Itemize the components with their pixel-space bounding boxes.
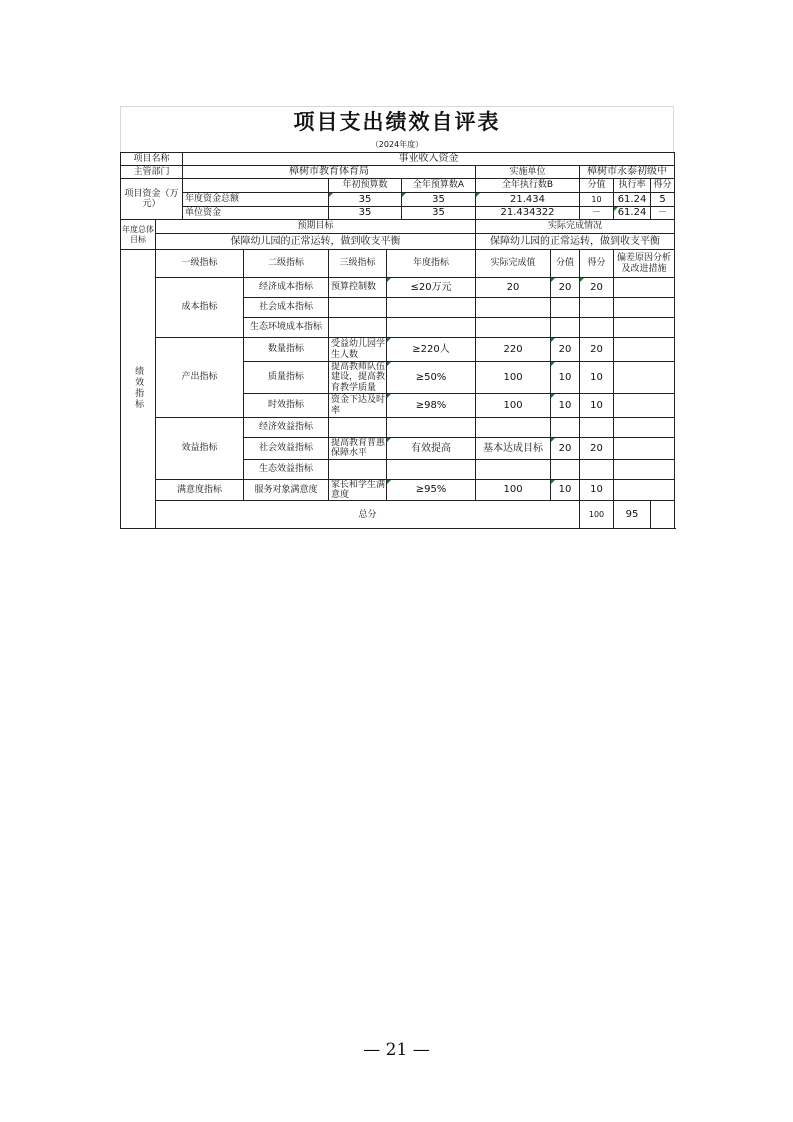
- indicator-score: 10: [580, 479, 614, 501]
- indicator-actual: 100: [476, 362, 551, 394]
- indicator-value: 10: [551, 394, 580, 418]
- indicator-value: [551, 298, 580, 318]
- funds-unit-annual: 35: [402, 207, 476, 220]
- funds-hdr-annual: 全年预算数A: [402, 179, 476, 193]
- hdr-l2: 二级指标: [244, 250, 329, 278]
- indicator-reason: [614, 459, 675, 479]
- indicator-target: ≥50%: [387, 362, 476, 394]
- indicator-reason: [614, 394, 675, 418]
- table-row: [121, 338, 675, 362]
- indicator-actual: [476, 318, 551, 338]
- funds-hdr-exec: 全年执行数B: [476, 179, 580, 193]
- funds-label: 项目资金（万元）: [121, 179, 183, 220]
- impl-value: 樟树市永泰初级中: [580, 166, 675, 179]
- indicator-l3: 预算控制数: [329, 278, 387, 298]
- indicator-header-row: [121, 250, 675, 278]
- indicator-target: [387, 318, 476, 338]
- indicator-l3: 提高教师队伍建设，提高教育教学质量: [329, 362, 387, 394]
- funds-total-annual: 35: [402, 193, 476, 207]
- indicator-reason: [614, 318, 675, 338]
- funds-total-value: 10: [580, 193, 614, 207]
- indicator-l2: 经济效益指标: [244, 418, 329, 438]
- funds-unit-score: －: [651, 207, 675, 220]
- funds-total-budget: 35: [329, 193, 402, 207]
- funds-unit-budget: 35: [329, 207, 402, 220]
- funds-total-rate: 61.24: [614, 193, 651, 207]
- indicator-value: [551, 459, 580, 479]
- indicator-l3: 提高教育普惠保障水平: [329, 438, 387, 460]
- goal-content-row: [121, 234, 675, 250]
- indicator-value: 20: [551, 438, 580, 460]
- funds-blank-header: [183, 179, 329, 193]
- dept-value: 樟树市教育体育局: [183, 166, 476, 179]
- indicator-value: [551, 418, 580, 438]
- indicator-target: ≥220人: [387, 338, 476, 362]
- indicator-reason: [614, 278, 675, 298]
- funds-unit-rate: 61.24: [614, 207, 651, 220]
- project-name-label: 项目名称: [121, 153, 183, 166]
- indicator-value: [551, 318, 580, 338]
- goal-expected-header: 预期目标: [156, 220, 476, 234]
- funds-hdr-score: 得分: [651, 179, 675, 193]
- indicator-value: 20: [551, 278, 580, 298]
- indicator-reason: [614, 338, 675, 362]
- project-name-row: [121, 153, 675, 166]
- project-name-value: 事业收入资金: [183, 153, 675, 166]
- hdr-l3: 三级指标: [329, 250, 387, 278]
- goal-header-row: [121, 220, 675, 234]
- hdr-actual: 实际完成值: [476, 250, 551, 278]
- indicator-target: ≤20万元: [387, 278, 476, 298]
- indicator-l2: 社会效益指标: [244, 438, 329, 460]
- indicator-l2: 社会成本指标: [244, 298, 329, 318]
- indicator-l1: 满意度指标: [156, 479, 244, 501]
- indicator-l2: 时效指标: [244, 394, 329, 418]
- hdr-value: 分值: [551, 250, 580, 278]
- funds-total-label: 年度资金总额: [183, 193, 329, 207]
- indicator-actual: 100: [476, 479, 551, 501]
- indicator-score: [580, 418, 614, 438]
- indicator-target: [387, 459, 476, 479]
- funds-unit-exec: 21.434322: [476, 207, 580, 220]
- indicator-reason: [614, 362, 675, 394]
- indicator-l3: 家长和学生满意度: [329, 479, 387, 501]
- indicator-actual: 基本达成目标: [476, 438, 551, 460]
- indicator-l3: [329, 459, 387, 479]
- indicator-score: 10: [580, 362, 614, 394]
- indicator-l3: 资金下达及时率: [329, 394, 387, 418]
- indicator-l2: 生态效益指标: [244, 459, 329, 479]
- indicator-value: 20: [551, 338, 580, 362]
- indicator-actual: 220: [476, 338, 551, 362]
- indicator-target: [387, 418, 476, 438]
- indicator-target: ≥95%: [387, 479, 476, 501]
- indicator-actual: 100: [476, 394, 551, 418]
- indicator-reason: [614, 438, 675, 460]
- indicator-l1: 产出指标: [156, 338, 244, 418]
- indicator-l2: 服务对象满意度: [244, 479, 329, 501]
- indicator-l3: [329, 318, 387, 338]
- table-row: [121, 278, 675, 298]
- indicators-section-label: [121, 250, 156, 529]
- indicator-target: 有效提高: [387, 438, 476, 460]
- indicator-score: [580, 459, 614, 479]
- indicator-score: 20: [580, 438, 614, 460]
- indicator-reason: [614, 418, 675, 438]
- indicator-l3: [329, 418, 387, 438]
- total-row: [121, 501, 675, 529]
- evaluation-table: [120, 152, 675, 529]
- funds-hdr-value: 分值: [580, 179, 614, 193]
- indicator-l2: 数量指标: [244, 338, 329, 362]
- indicator-value: 10: [551, 362, 580, 394]
- page-number: — 21 —: [363, 1040, 430, 1060]
- form-year: （2024年度）: [120, 137, 674, 152]
- total-value: 100: [580, 501, 614, 529]
- total-score: 95: [614, 501, 651, 529]
- indicator-score: [580, 298, 614, 318]
- indicator-l1: 效益指标: [156, 418, 244, 480]
- funds-total-row: [121, 193, 675, 207]
- indicator-l2: 经济成本指标: [244, 278, 329, 298]
- indicator-value: 10: [551, 479, 580, 501]
- indicator-l2: 质量指标: [244, 362, 329, 394]
- indicator-actual: [476, 418, 551, 438]
- hdr-target: 年度指标: [387, 250, 476, 278]
- indicator-score: 10: [580, 394, 614, 418]
- indicator-actual: [476, 459, 551, 479]
- funds-unit-value: －: [580, 207, 614, 220]
- total-label: 总分: [156, 501, 580, 529]
- funds-total-exec: 21.434: [476, 193, 580, 207]
- total-reason: [651, 501, 675, 529]
- indicator-reason: [614, 479, 675, 501]
- goal-label: 年度总体目标: [121, 220, 156, 250]
- hdr-l1: 一级指标: [156, 250, 244, 278]
- indicator-l3: [329, 298, 387, 318]
- goal-actual-header: 实际完成情况: [476, 220, 675, 234]
- funds-unit-row: [121, 207, 675, 220]
- indicator-target: ≥98%: [387, 394, 476, 418]
- hdr-reason: 偏差原因分析及改进措施: [614, 250, 675, 278]
- indicator-score: 20: [580, 278, 614, 298]
- impl-label: 实施单位: [476, 166, 580, 179]
- indicator-l1: 成本指标: [156, 278, 244, 338]
- goal-actual: 保障幼儿园的正常运转，做到收支平衡: [476, 234, 675, 250]
- dept-label: 主管部门: [121, 166, 183, 179]
- indicator-score: [580, 318, 614, 338]
- table-row: [121, 479, 675, 501]
- indicator-actual: 20: [476, 278, 551, 298]
- indicator-target: [387, 298, 476, 318]
- funds-unit-label: 单位资金: [183, 207, 329, 220]
- table-row: [121, 418, 675, 438]
- funds-hdr-budget: 年初预算数: [329, 179, 402, 193]
- indicator-l3: 受益幼儿园学生人数: [329, 338, 387, 362]
- department-row: [121, 166, 675, 179]
- indicators-section-text: 绩效指标: [133, 365, 144, 410]
- indicator-l2: 生态环境成本指标: [244, 318, 329, 338]
- funds-header-row: [121, 179, 675, 193]
- hdr-score: 得分: [580, 250, 614, 278]
- indicator-score: 20: [580, 338, 614, 362]
- indicator-actual: [476, 298, 551, 318]
- funds-total-score: 5: [651, 193, 675, 207]
- form-title: 项目支出绩效自评表: [120, 106, 674, 137]
- indicator-reason: [614, 298, 675, 318]
- funds-hdr-rate: 执行率: [614, 179, 651, 193]
- goal-expected: 保障幼儿园的正常运转，做到收支平衡: [156, 234, 476, 250]
- self-evaluation-sheet: [120, 106, 674, 529]
